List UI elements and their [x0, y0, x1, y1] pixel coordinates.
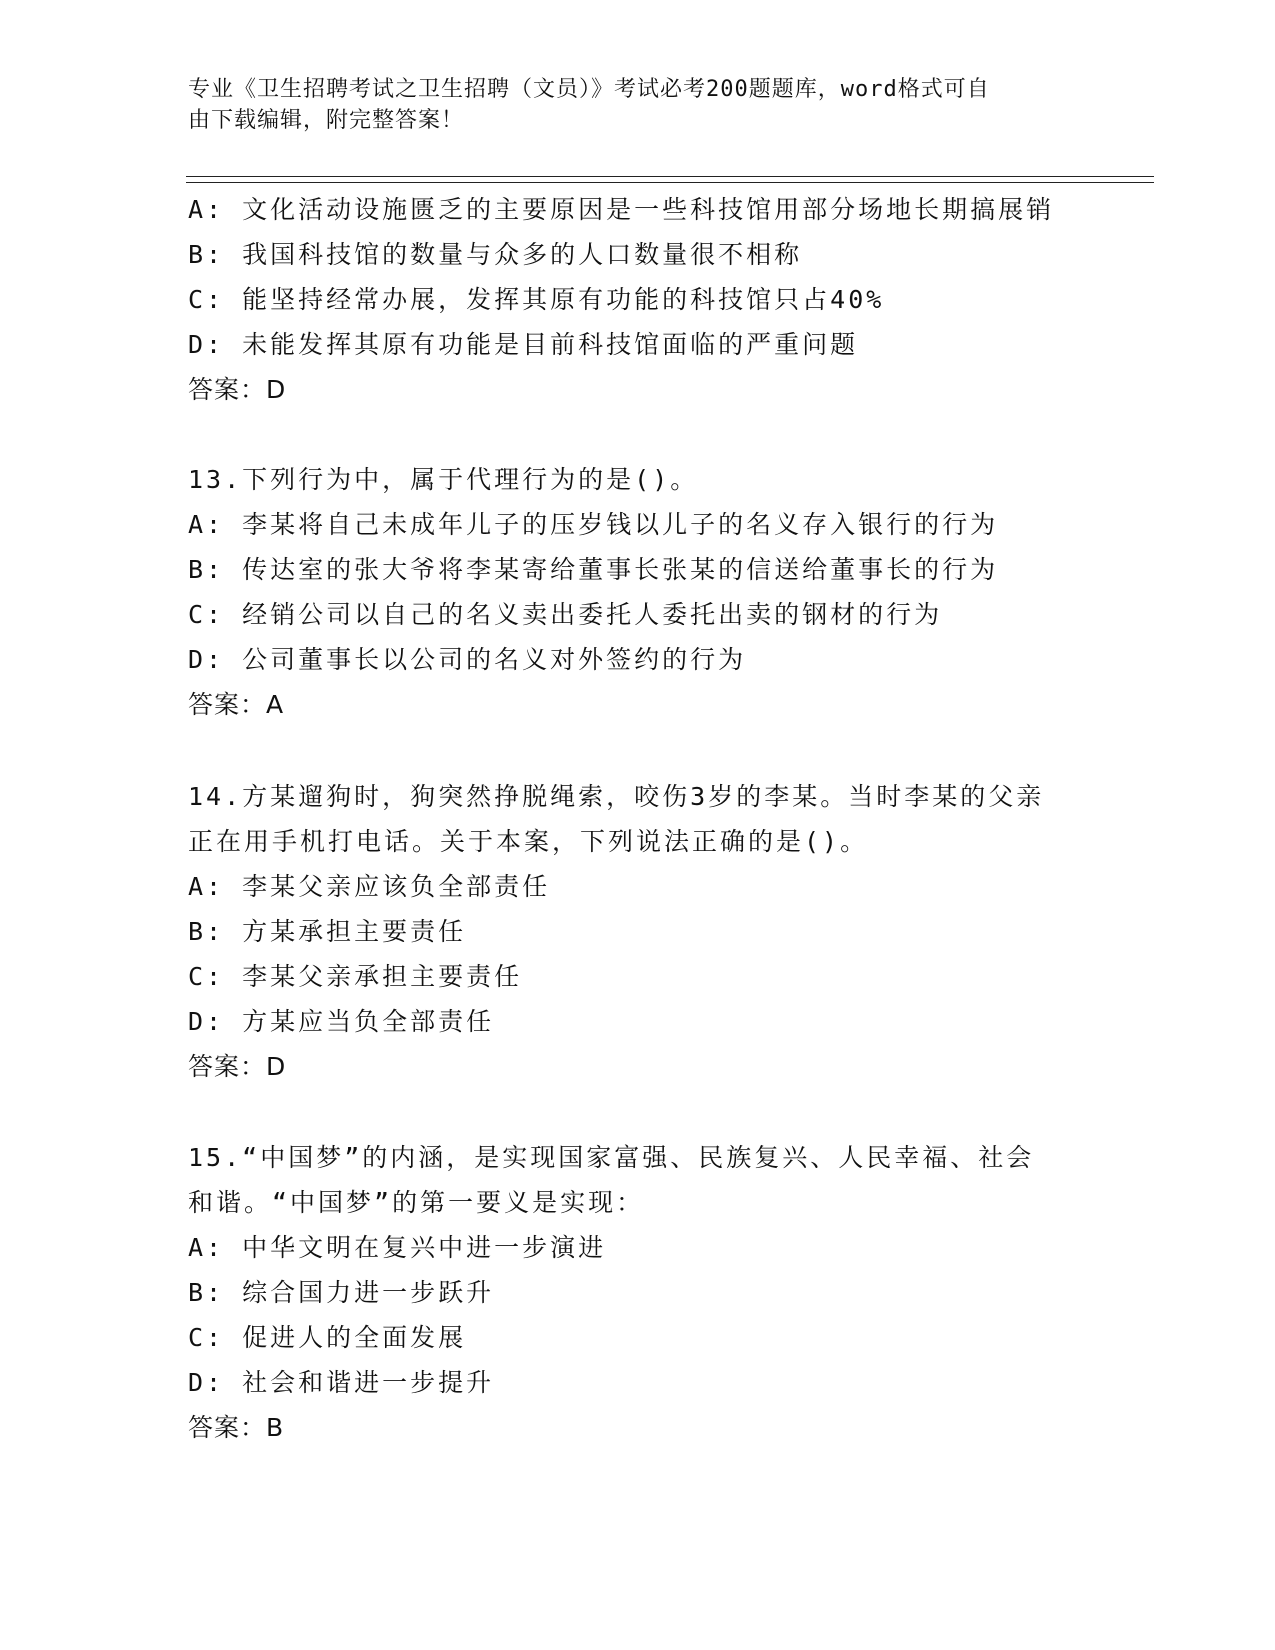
q15-option-a: A: 中华文明在复兴中进一步演进 [188, 1233, 607, 1262]
q13-option-b: B: 传达室的张大爷将李某寄给董事长张某的信送给董事长的行为 [188, 555, 999, 584]
header-divider-top [186, 176, 1154, 177]
q13-stem: 13.下列行为中，属于代理行为的是()。 [188, 465, 699, 494]
q14-option-c: C: 李某父亲承担主要责任 [188, 962, 523, 991]
q15-answer: 答案：B [188, 1413, 285, 1442]
q15-stem-line-2: 和谐。“中国梦”的第一要义是实现： [188, 1188, 645, 1217]
q14-stem-line-2: 正在用手机打电话。关于本案，下列说法正确的是()。 [188, 827, 869, 856]
q14-option-a: A: 李某父亲应该负全部责任 [188, 872, 551, 901]
header-line-1: 专业《卫生招聘考试之卫生招聘（文员）》考试必考200题题库，word格式可自 [188, 77, 990, 102]
q13-answer: 答案：A [188, 690, 285, 719]
q15-option-d: D: 社会和谐进一步提升 [188, 1368, 495, 1397]
document-header [188, 74, 1068, 136]
q12-option-c: C: 能坚持经常办展，发挥其原有功能的科技馆只占40% [188, 285, 885, 314]
q14-option-b: B: 方某承担主要责任 [188, 917, 467, 946]
q14-stem-line-1: 14.方某遛狗时，狗突然挣脱绳索，咬伤3岁的李某。当时李某的父亲 [188, 782, 1045, 811]
q13-option-d: D: 公司董事长以公司的名义对外签约的行为 [188, 645, 747, 674]
q14-option-d: D: 方某应当负全部责任 [188, 1007, 495, 1036]
q15-option-b: B: 综合国力进一步跃升 [188, 1278, 495, 1307]
q12-answer: 答案：D [188, 375, 287, 404]
q12-option-d: D: 未能发挥其原有功能是目前科技馆面临的严重问题 [188, 330, 859, 359]
q14-answer: 答案：D [188, 1052, 287, 1081]
q15-stem-line-1: 15.“中国梦”的内涵，是实现国家富强、民族复兴、人民幸福、社会 [188, 1143, 1035, 1172]
q13-option-a: A: 李某将自己未成年儿子的压岁钱以儿子的名义存入银行的行为 [188, 510, 999, 539]
q12-option-a: A: 文化活动设施匮乏的主要原因是一些科技馆用部分场地长期搞展销 [188, 195, 1055, 224]
q15-option-c: C: 促进人的全面发展 [188, 1323, 467, 1352]
header-line-2: 由下载编辑，附完整答案！ [188, 108, 465, 133]
q13-option-c: C: 经销公司以自己的名义卖出委托人委托出卖的钢材的行为 [188, 600, 943, 629]
q12-option-b: B: 我国科技馆的数量与众多的人口数量很不相称 [188, 240, 803, 269]
header-divider-bottom [186, 182, 1154, 183]
